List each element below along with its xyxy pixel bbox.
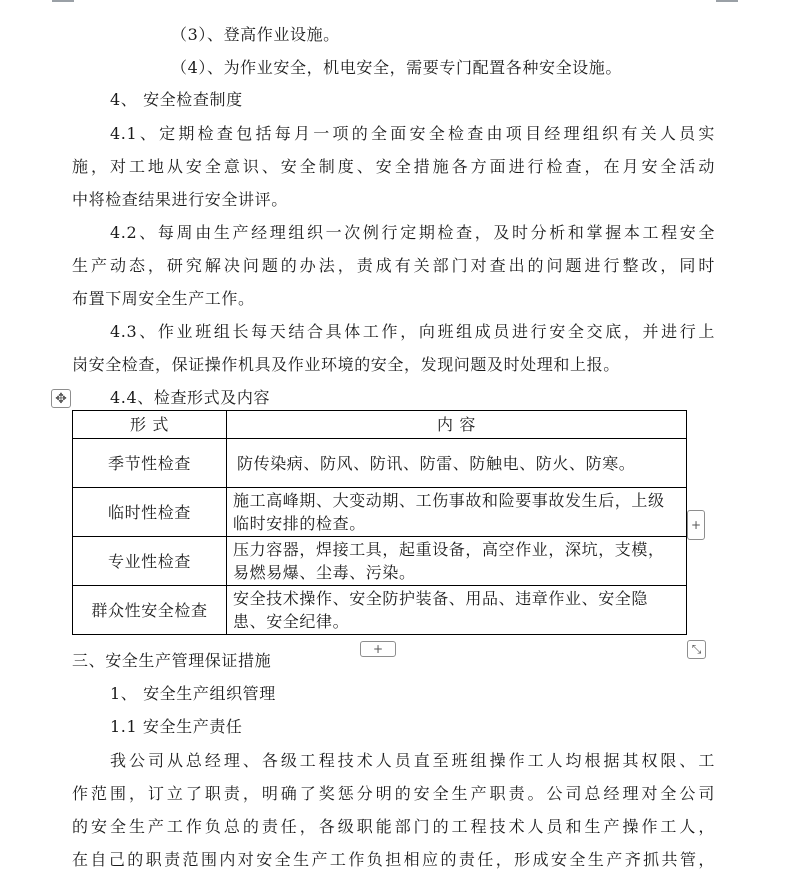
paragraph-4-1-line-3: 中将检查结果进行安全讲评。 xyxy=(72,190,288,209)
inspection-table xyxy=(72,410,687,635)
table-row xyxy=(73,439,687,488)
table-row xyxy=(73,586,687,635)
paragraph-4-3-line-2: 岗安全检查，保证操作机具及作业环境的安全，发现问题及时处理和上报。 xyxy=(72,355,620,374)
paragraph-4-2-line-2: 生产动态，研究解决问题的办法，责成有关部门对查出的问题进行整改，同时 xyxy=(72,256,715,275)
paragraph-4-1-line-1: 4.1、定期检查包括每月一项的全面安全检查由项目经理组织有关人员实 xyxy=(110,124,715,143)
page-corner-mark-left xyxy=(52,0,74,2)
section-3-1-1-heading: 1.1 安全生产责任 xyxy=(110,717,243,736)
section-3-heading: 三、安全生产管理保证措施 xyxy=(72,651,272,670)
cell-form: 群众性安全检查 xyxy=(73,586,227,635)
section-3-1-heading: 1、 安全生产组织管理 xyxy=(110,684,276,703)
paragraph-4-2-line-3: 布置下周安全生产工作。 xyxy=(72,289,255,308)
heading-4-4: 4.4、检查形式及内容 xyxy=(110,388,271,407)
table-resize-handle-icon[interactable]: ⤡ xyxy=(687,640,706,659)
header-content: 内 容 xyxy=(227,411,687,439)
paragraph-4-1-line-2: 施，对工地从安全意识、安全制度、安全措施各方面进行检查，在月安全活动 xyxy=(72,157,715,176)
table-row xyxy=(73,488,687,537)
body-line-3: 的安全生产工作负总的责任，各级职能部门的工程技术人员和生产操作工人， xyxy=(72,817,715,836)
body-line-4: 在自己的职责范围内对安全生产工作负担相应的责任，形成安全生产齐抓共管， xyxy=(72,850,715,869)
table-header-row xyxy=(73,411,687,439)
cell-form: 专业性检查 xyxy=(73,537,227,586)
add-column-button[interactable]: + xyxy=(687,510,705,540)
cell-form: 季节性检查 xyxy=(73,439,227,488)
cell-content: 施工高峰期、大变动期、工伤事故和险要事故发生后，上级临时安排的检查。 xyxy=(227,488,687,537)
paragraph-4-2-line-1: 4.2、每周由生产经理组织一次例行定期检查，及时分析和掌握本工程安全 xyxy=(110,223,715,242)
page-corner-mark-right xyxy=(716,0,738,2)
body-line-2: 作范围，订立了职责，明确了奖惩分明的安全生产职责。公司总经理对全公司 xyxy=(72,784,715,803)
body-line-1: 我公司从总经理、各级工程技术人员直至班组操作工人均根据其权限、工 xyxy=(110,751,715,770)
paragraph-item-4: （4）、为作业安全，机电安全，需要专门配置各种安全设施。 xyxy=(171,58,622,77)
table-move-handle-icon[interactable]: ✥ xyxy=(51,389,71,408)
cell-content: 安全技术操作、安全防护装备、用品、违章作业、安全隐患、安全纪律。 xyxy=(227,586,687,635)
paragraph-item-3: （3）、登高作业设施。 xyxy=(171,25,340,44)
cell-content: 压力容器，焊接工具，起重设备，高空作业，深坑，支模，易燃易爆、尘毒、污染。 xyxy=(227,537,687,586)
heading-4: 4、 安全检查制度 xyxy=(110,90,243,109)
add-row-button[interactable]: + xyxy=(360,641,396,657)
paragraph-4-3-line-1: 4.3、作业班组长每天结合具体工作，向班组成员进行安全交底，并进行上 xyxy=(110,322,715,341)
cell-form: 临时性检查 xyxy=(73,488,227,537)
table-row xyxy=(73,537,687,586)
cell-content: 防传染病、防风、防讯、防雷、防触电、防火、防寒。 xyxy=(227,439,687,488)
header-form: 形 式 xyxy=(73,411,227,439)
